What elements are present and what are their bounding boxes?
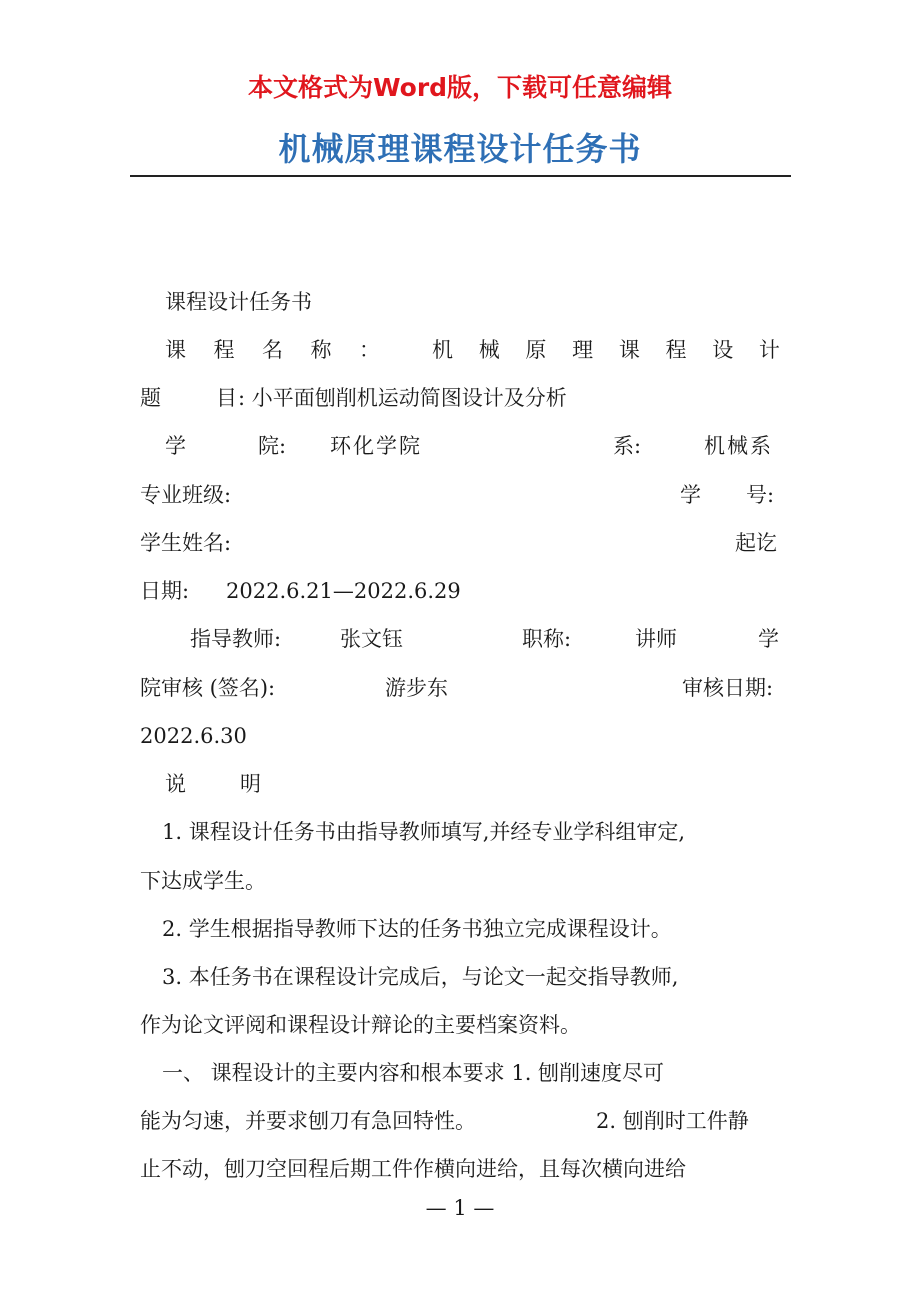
school-value: 环化学院 [330,434,422,458]
review-date-label: 审核日期: [682,676,774,700]
dept-value: 机械系 [704,434,773,458]
course-label-char: 程 [213,338,235,362]
section-heading: 课程设计任务书 [165,290,312,314]
review-value: 游步东 [385,676,448,700]
page-number: — 1 — [425,1196,495,1220]
advisor-label: 指导教师: [190,627,282,651]
student-no-label-b: 号: [746,483,775,507]
class-label: 专业班级: [140,483,232,507]
course-value-char: 理 [572,338,594,362]
topic-value: : 小平面刨削机运动简图设计及分析 [238,386,567,410]
page-title: 机械原理课程设计任务书 [278,130,642,168]
section-1-line-1: 一、 课程设计的主要内容和根本要求 1. 刨削速度尽可 [162,1061,665,1085]
topic-label-a: 题 [140,386,161,410]
note-1-line-2: 下达成学生。 [140,869,266,893]
advisor-value: 张文钰 [340,627,403,651]
school-label-a: 学 [165,434,186,458]
note-2: 2. 学生根据指导教师下达的任务书独立完成课程设计。 [162,917,672,941]
section-1-item-2: 2. 刨削时工件静 [596,1109,749,1133]
course-label-char: ： [359,338,380,362]
title-divider [130,175,791,177]
note-3-line-1: 3. 本任务书在课程设计完成后，与论文一起交指导教师, [162,965,679,989]
start-end-label: 起讫 [735,531,777,555]
course-label-char: 名 [262,338,283,362]
course-value-char: 计 [758,338,780,362]
section-1-line-3: 止不动，刨刀空回程后期工件作横向进给，且每次横向进给 [140,1157,686,1181]
dept-label: 系: [613,434,642,458]
notes-heading-a: 说 [165,772,186,796]
course-value-char: 机 [432,338,453,362]
topic-label-b: 目 [216,386,237,410]
date-value: 2022.6.21—2022.6.29 [226,579,461,603]
course-label-char: 称 [310,338,332,362]
note-3-line-2: 作为论文评阅和课程设计辩论的主要档案资料。 [140,1013,581,1037]
review-date-value: 2022.6.30 [140,724,247,748]
course-label-char: 课 [165,338,186,362]
section-1-line-2: 能为匀速，并要求刨刀有急回特性。 [140,1109,476,1133]
course-value-char: 程 [665,338,687,362]
course-value-char: 原 [525,338,547,362]
download-banner: 本文格式为Word版，下载可任意编辑 [247,73,673,102]
student-no-label-a: 学 [680,483,701,507]
review-label: 院审核 (签名): [140,676,276,700]
rank-label: 职称: [522,627,572,651]
student-name-label: 学生姓名: [140,531,232,555]
date-label: 日期: [140,579,190,603]
note-1-line-1: 1. 课程设计任务书由指导教师填写,并经专业学科组审定, [162,820,686,844]
course-value-char: 设 [712,338,734,362]
course-value [432,336,780,364]
course-label [165,336,380,364]
notes-heading-b: 明 [240,772,261,796]
course-value-char: 课 [618,338,640,362]
school-label-b: 院: [258,434,287,458]
rank-value: 讲师 [635,627,677,651]
course-value-char: 械 [478,338,500,362]
college-label-a: 学 [758,627,779,651]
